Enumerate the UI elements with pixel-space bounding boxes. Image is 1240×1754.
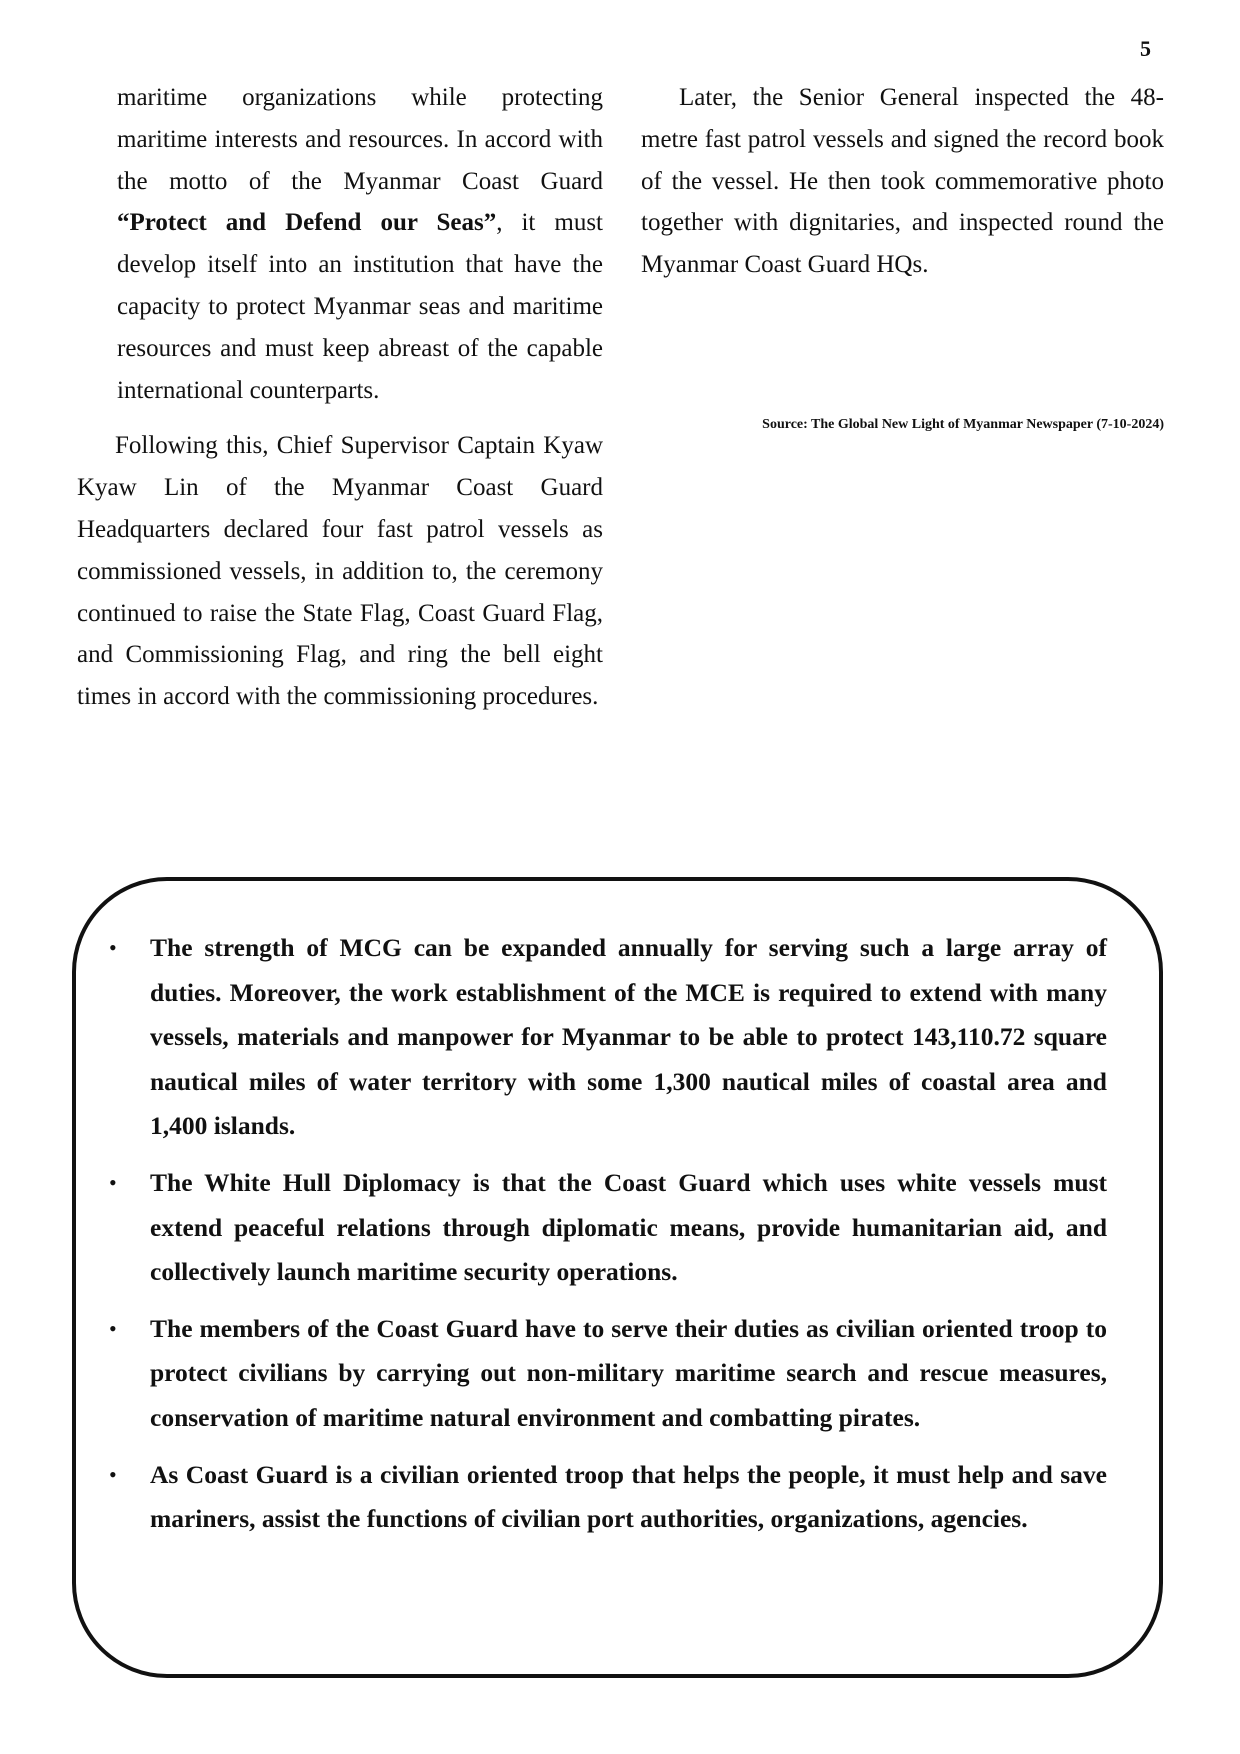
left-column: [77, 77, 603, 718]
summary-list: [109, 926, 1107, 1554]
summary-item-text: The members of the Coast Guard have to serve their duties as civilian oriented troop to protect civilians by carrying out non-military maritime search and rescue measures, conservation of maritime natural environment and combatting pirates.: [150, 1313, 1107, 1432]
left-paragraph-1: [77, 77, 603, 411]
summary-item-text: As Coast Guard is a civilian oriented troop that helps the people, it must help and save mariners, assist the functions of civilian port authorities, organizations, agencies.: [150, 1459, 1107, 1534]
summary-box: [72, 877, 1163, 1678]
left-p1-text-start: maritime organizations while protecting maritime interests and resources. In accord with the motto of the Myanmar Coast Guard: [117, 84, 603, 195]
summary-item-text: The strength of MCG can be expanded annually for serving such a large array of duties. Moreover, the work establishment of the MCE is required to extend with many vessels, materials and manpower for Myanmar to be able to protect 143,110.72 square nautical miles of water territory with some 1,300 nautical miles of coastal area and 1,400 islands.: [150, 933, 1107, 1141]
source-note: Source: The Global New Light of Myanmar Newspaper (7-10-2024): [762, 417, 1164, 432]
left-p1-text-end: , it must develop itself into an institution that have the capacity to protect Myanmar seas and maritime resources and must keep abreast of the capable international counterparts.: [117, 209, 603, 404]
right-column: [641, 77, 1164, 286]
summary-item-4: [109, 1453, 1107, 1542]
right-paragraph-1: Later, the Senior General inspected the 48-metre fast patrol vessels and signed the record book of the vessel. He then took commemorative photo together with dignitaries, and inspected round the Myanmar Coast Guard HQs.: [641, 84, 1164, 279]
summary-item-1: [109, 926, 1107, 1149]
left-paragraph-2: Following this, Chief Supervisor Captain Kyaw Kyaw Lin of the Myanmar Coast Guard Headquarters declared four fast patrol vessels as commissioned vessels, in addition to, the ceremony continued to raise the State Flag, Coast Guard Flag, and Commissioning Flag, and ring the bell eight times in accord with the commissioning procedures.: [77, 432, 603, 711]
bullet-icon: •: [109, 935, 117, 960]
summary-item-3: [109, 1307, 1107, 1441]
page-number: 5: [1140, 36, 1151, 61]
coast-guard-motto: “Protect and Defend our Seas”: [117, 209, 497, 237]
summary-item-2: [109, 1161, 1107, 1295]
bullet-icon: •: [109, 1169, 117, 1195]
summary-item-text: The White Hull Diplomacy is that the Coast Guard which uses white vessels must extend peaceful relations through diplomatic means, provide humanitarian aid, and collectively launch maritime security operations.: [150, 1167, 1107, 1287]
bullet-icon: •: [109, 1461, 117, 1487]
bullet-icon: •: [109, 1315, 117, 1341]
